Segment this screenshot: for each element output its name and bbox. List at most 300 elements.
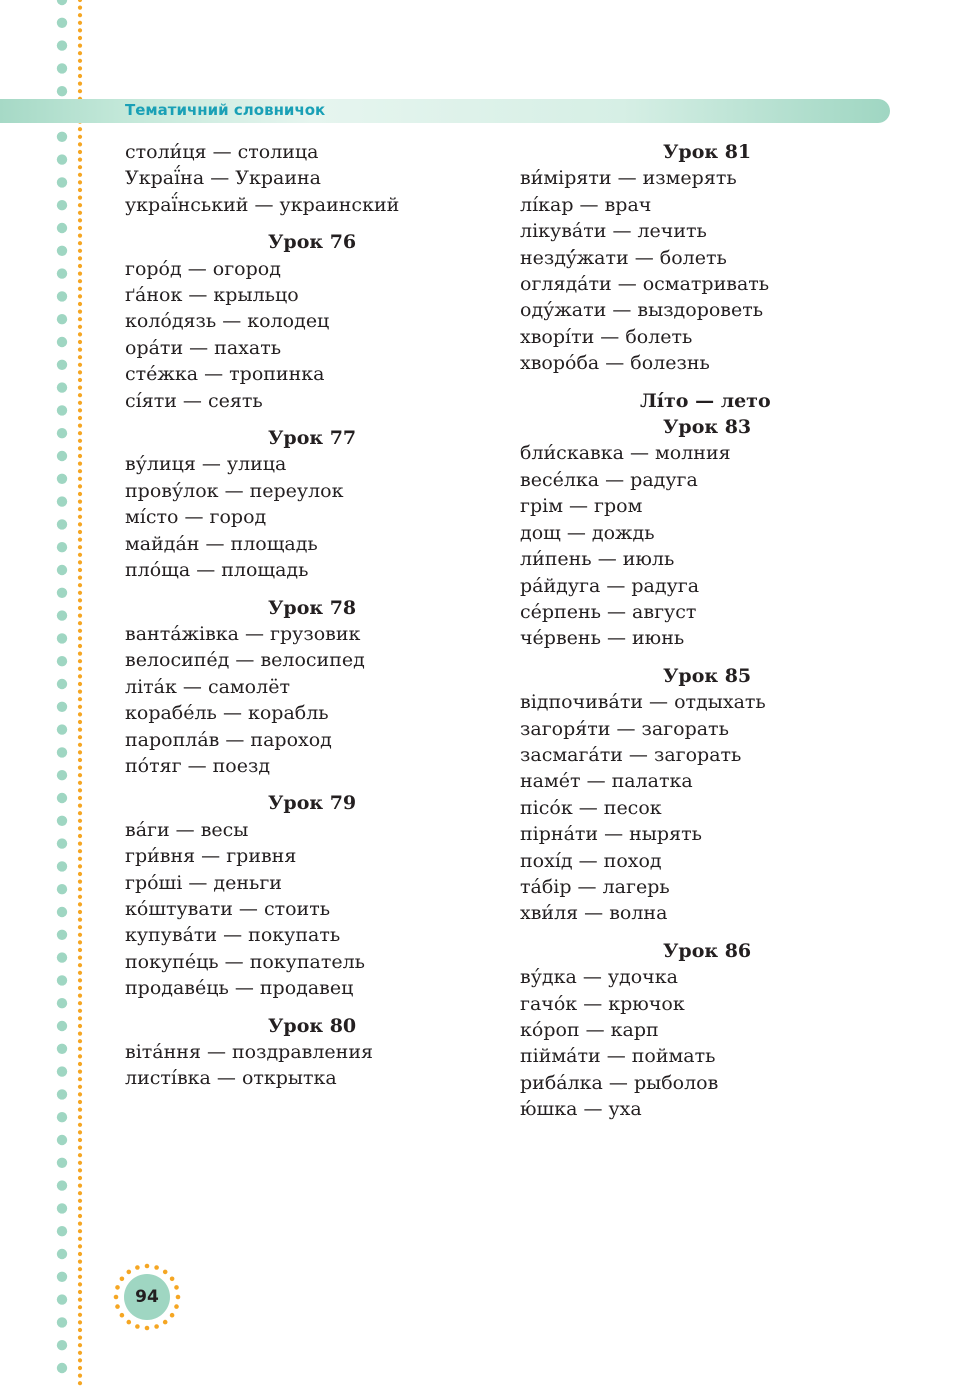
orange-dot	[78, 462, 82, 466]
teal-dot	[57, 382, 67, 392]
orange-dot	[78, 925, 82, 929]
orange-dot	[78, 1108, 82, 1112]
teal-dot	[57, 405, 67, 415]
vocabulary-entry: ванта́жівка — грузовик	[125, 622, 361, 645]
teal-dot	[57, 1112, 67, 1122]
vocabulary-entry: сі́яти — сеять	[125, 389, 263, 412]
orange-dot	[78, 135, 82, 139]
teal-dot	[57, 588, 67, 598]
orange-dot	[78, 310, 82, 314]
orange-dot	[78, 1032, 82, 1036]
orange-dot	[78, 750, 82, 754]
orange-dot	[78, 1328, 82, 1332]
orange-dot	[78, 735, 82, 739]
orange-dot	[78, 887, 82, 891]
vocabulary-entry: че́рвень — июнь	[520, 627, 685, 650]
orange-dot	[78, 1282, 82, 1286]
orange-dot	[78, 842, 82, 846]
orange-dot	[78, 598, 82, 602]
orange-dot	[78, 89, 82, 93]
vocabulary-entry: бли́скавка — молния	[520, 442, 731, 465]
teal-dot	[57, 451, 67, 461]
lesson-heading: Урок 86	[663, 939, 752, 962]
orange-dot	[78, 1115, 82, 1119]
teal-dot	[57, 998, 67, 1008]
teal-dot	[57, 1340, 67, 1350]
orange-dot	[78, 279, 82, 283]
lesson-heading: Урок 79	[268, 792, 357, 815]
vocabulary-entry: велосипе́д — велосипед	[125, 649, 365, 672]
orange-dot	[78, 416, 82, 420]
teal-dot	[57, 291, 67, 301]
vocabulary-entry: лі́кар — врач	[520, 193, 652, 216]
orange-dot	[78, 826, 82, 830]
orange-dot	[78, 241, 82, 245]
teal-dot	[57, 200, 67, 210]
orange-dot	[78, 180, 82, 184]
orange-dot	[78, 74, 82, 78]
vocabulary-entry: столи́ця — столица	[125, 141, 319, 163]
orange-dot	[78, 340, 82, 344]
vocabulary-entry: горо́д — огород	[125, 257, 281, 280]
orange-dot	[78, 583, 82, 587]
orange-dot	[78, 363, 82, 367]
section-spacer	[125, 218, 510, 229]
teal-dot	[57, 861, 67, 871]
orange-dot	[78, 614, 82, 618]
orange-dot	[78, 1176, 82, 1180]
orange-dot	[78, 591, 82, 595]
orange-dot	[78, 378, 82, 382]
teal-dot	[57, 1158, 67, 1168]
teal-dot	[57, 1066, 67, 1076]
teal-dot	[57, 1363, 67, 1373]
orange-dot	[78, 1092, 82, 1096]
orange-dot	[78, 66, 82, 70]
orange-dot	[78, 36, 82, 40]
orange-dot	[78, 1168, 82, 1172]
teal-dot	[57, 0, 67, 5]
orange-dot	[78, 150, 82, 154]
orange-dot	[78, 401, 82, 405]
orange-dot	[78, 781, 82, 785]
orange-dot	[78, 264, 82, 268]
orange-dot	[78, 1001, 82, 1005]
orange-dot	[78, 834, 82, 838]
teal-dot	[57, 702, 67, 712]
vocabulary-entry: літа́к — самолёт	[125, 675, 290, 698]
orange-dot	[78, 864, 82, 868]
orange-dot	[78, 1275, 82, 1279]
vocabulary-entry: наме́т — палатка	[520, 770, 693, 793]
orange-dot	[78, 971, 82, 975]
orange-dot	[78, 1199, 82, 1203]
teal-dot	[57, 63, 67, 73]
orange-dot	[78, 507, 82, 511]
orange-dot	[78, 1206, 82, 1210]
orange-dot	[78, 773, 82, 777]
vocabulary-entry: ра́йдуга — радуга	[520, 574, 700, 597]
vocabulary-entry: гри́вня — гривня	[125, 845, 297, 868]
orange-dot	[78, 1062, 82, 1066]
teal-dot	[57, 474, 67, 484]
orange-dot	[78, 393, 82, 397]
teal-dot	[57, 1249, 67, 1259]
orange-dot	[78, 538, 82, 542]
orange-dot	[78, 576, 82, 580]
teal-dot	[57, 496, 67, 506]
orange-dot	[78, 127, 82, 131]
orange-dot	[78, 332, 82, 336]
vocabulary-entry: покупе́ць — покупатель	[125, 950, 366, 973]
lesson-heading: Урок 81	[663, 141, 752, 163]
teal-dot	[57, 1317, 67, 1327]
vocabulary-entry: коло́дязь — колодец	[125, 310, 330, 333]
vocabulary-entry: хворі́ти — болеть	[520, 325, 693, 348]
orange-dot	[78, 424, 82, 428]
orange-dot	[78, 667, 82, 671]
orange-dot	[78, 249, 82, 253]
teal-dot	[57, 1089, 67, 1099]
teal-dot	[57, 747, 67, 757]
orange-dot	[78, 173, 82, 177]
orange-dot	[78, 705, 82, 709]
orange-dot	[78, 211, 82, 215]
vocabulary-entry: гачо́к — крючок	[520, 992, 685, 1015]
vocabulary-entry: огляда́ти — осматривать	[520, 273, 770, 296]
teal-dot	[57, 952, 67, 962]
orange-dot	[78, 1009, 82, 1013]
teal-dot	[57, 610, 67, 620]
teal-dot	[57, 1044, 67, 1054]
teal-dot	[57, 793, 67, 803]
section-spacer	[125, 414, 510, 425]
vocabulary-entry: відпочива́ти — отдыхать	[520, 691, 766, 714]
orange-dot	[78, 454, 82, 458]
orange-dot	[78, 272, 82, 276]
orange-dot	[78, 1260, 82, 1264]
orange-dot	[78, 994, 82, 998]
teal-dot	[57, 86, 67, 96]
vocabulary-entry: ву́дка — удочка	[520, 966, 678, 989]
vocabulary-entry: сте́жка — тропинка	[125, 363, 325, 386]
teal-dot	[57, 1272, 67, 1282]
vocabulary-entry: ко́роп — карп	[520, 1019, 659, 1041]
orange-dot	[78, 302, 82, 306]
orange-dot	[78, 1138, 82, 1142]
vocabulary-entry: мі́сто — город	[125, 506, 267, 529]
orange-dot	[78, 1222, 82, 1226]
lesson-heading: Урок 77	[268, 427, 357, 450]
orange-dot	[78, 849, 82, 853]
vocabulary-entry: дощ — дождь	[520, 521, 655, 544]
orange-dot	[78, 1123, 82, 1127]
teal-dot	[57, 565, 67, 575]
teal-dot	[57, 337, 67, 347]
orange-dot	[78, 1298, 82, 1302]
orange-dot	[78, 6, 82, 10]
orange-dot	[78, 1343, 82, 1347]
vocabulary-entry: ву́лиця — улица	[125, 453, 287, 476]
orange-dot	[78, 1130, 82, 1134]
vocabulary-entry: се́рпень — август	[520, 600, 697, 623]
orange-dot	[78, 811, 82, 815]
orange-dot	[78, 142, 82, 146]
teal-dot	[57, 1021, 67, 1031]
vocabulary-entry: купува́ти — покупать	[125, 924, 341, 947]
vocabulary-entry: оду́жати — выздороветь	[520, 299, 764, 322]
vocabulary-entry: весе́лка — радуга	[520, 468, 698, 491]
orange-dot	[78, 355, 82, 359]
vocabulary-entry: лікува́ти — лечить	[520, 220, 707, 243]
orange-dot	[78, 1366, 82, 1370]
orange-dot	[78, 158, 82, 162]
orange-dot	[78, 758, 82, 762]
orange-dot	[78, 872, 82, 876]
orange-dot	[78, 553, 82, 557]
orange-dot	[78, 348, 82, 352]
vocabulary-entry: ли́пень — июль	[520, 548, 675, 571]
vocabulary-entry: загоря́ти — загорать	[520, 717, 729, 740]
orange-dot	[78, 500, 82, 504]
teal-dot	[57, 884, 67, 894]
orange-dot	[78, 895, 82, 899]
orange-dot	[78, 1085, 82, 1089]
teal-dot	[57, 360, 67, 370]
lesson-heading: Урок 85	[663, 664, 752, 687]
vocabulary-entry: ва́ги — весы	[125, 818, 249, 841]
teal-dot	[57, 154, 67, 164]
vocabulary-entry: ви́міряти — измерять	[520, 167, 737, 190]
orange-dot	[78, 1252, 82, 1256]
orange-dot	[78, 1039, 82, 1043]
teal-dot	[57, 975, 67, 985]
orange-dot	[78, 659, 82, 663]
vocabulary-entry: по́тяг — поезд	[125, 754, 271, 777]
vocabulary-entry: пірна́ти — нырять	[520, 823, 702, 846]
section-spacer	[520, 377, 900, 388]
orange-dot	[78, 857, 82, 861]
orange-dot	[78, 1290, 82, 1294]
orange-dot	[78, 13, 82, 17]
orange-dot	[78, 294, 82, 298]
orange-dot	[78, 1320, 82, 1324]
orange-dot	[78, 956, 82, 960]
orange-dot	[78, 636, 82, 640]
orange-dot	[78, 1024, 82, 1028]
section-spacer	[520, 927, 900, 938]
vocabulary-entry: продаве́ць — продавец	[125, 977, 354, 1000]
right-vocabulary-column	[520, 139, 900, 1123]
orange-dot	[78, 370, 82, 374]
vocabulary-entry: украї́нський — украинский	[125, 193, 400, 216]
orange-dot	[78, 515, 82, 519]
teal-dot	[57, 428, 67, 438]
orange-dot	[78, 522, 82, 526]
vocabulary-entry: засмага́ти — загорать	[520, 743, 742, 766]
orange-dot	[78, 743, 82, 747]
orange-dot	[78, 880, 82, 884]
orange-dot	[78, 188, 82, 192]
teal-dot	[57, 1226, 67, 1236]
orange-dot	[78, 28, 82, 32]
lesson-heading: Урок 78	[268, 596, 357, 619]
teal-dot	[57, 268, 67, 278]
teal-dot	[57, 1180, 67, 1190]
orange-dot	[78, 1146, 82, 1150]
orange-dot	[78, 439, 82, 443]
orange-dot	[78, 652, 82, 656]
teal-dot	[57, 1135, 67, 1145]
teal-dot	[57, 314, 67, 324]
teal-dot	[57, 907, 67, 917]
teal-dot	[57, 542, 67, 552]
orange-dot	[78, 796, 82, 800]
orange-dot	[78, 431, 82, 435]
orange-dot	[78, 492, 82, 496]
orange-dot	[78, 0, 82, 2]
orange-dot	[78, 545, 82, 549]
orange-dot	[78, 940, 82, 944]
orange-dot	[78, 819, 82, 823]
orange-dot	[78, 804, 82, 808]
teal-dot	[57, 177, 67, 187]
teal-dot	[57, 1294, 67, 1304]
orange-dot	[78, 644, 82, 648]
orange-dot	[78, 986, 82, 990]
vocabulary-entry: ора́ти — пахать	[125, 336, 282, 359]
orange-dot	[78, 1229, 82, 1233]
orange-dot	[78, 1237, 82, 1241]
orange-dot	[78, 1153, 82, 1157]
orange-dot	[78, 933, 82, 937]
lesson-heading: Урок 80	[268, 1014, 357, 1037]
orange-dot	[78, 1336, 82, 1340]
orange-dot	[78, 902, 82, 906]
orange-dot	[78, 287, 82, 291]
orange-dot	[78, 978, 82, 982]
orange-dot	[78, 325, 82, 329]
lesson-heading: Урок 83	[663, 416, 752, 439]
vocabulary-entry: листі́вка — открытка	[125, 1067, 337, 1090]
orange-dot	[78, 1161, 82, 1165]
orange-dot	[78, 629, 82, 633]
teal-dot	[57, 519, 67, 529]
vocabulary-entry: хворо́ба — болезнь	[520, 352, 710, 375]
orange-dot	[78, 1351, 82, 1355]
orange-dot	[78, 317, 82, 321]
vocabulary-entry: ю́шка — уха	[520, 1098, 642, 1121]
orange-dot	[78, 1381, 82, 1385]
vocabulary-entry: похі́д — поход	[520, 849, 662, 872]
lesson-heading: Урок 76	[268, 231, 357, 254]
teal-dot	[57, 816, 67, 826]
orange-dot	[78, 1374, 82, 1378]
vocabulary-entry: віта́ння — поздравления	[125, 1041, 373, 1063]
teal-dot	[57, 770, 67, 780]
orange-dot	[78, 203, 82, 207]
orange-dot	[78, 1313, 82, 1317]
orange-dot	[78, 910, 82, 914]
orange-dot	[78, 256, 82, 260]
orange-dot	[78, 1305, 82, 1309]
vocabulary-entry: та́бір — лагерь	[520, 875, 670, 898]
orange-dot	[78, 1184, 82, 1188]
orange-dot	[78, 963, 82, 967]
orange-dot	[78, 51, 82, 55]
teal-dot	[57, 223, 67, 233]
vocabulary-entry: ґа́нок — крыльцо	[125, 284, 299, 307]
orange-dot	[78, 484, 82, 488]
orange-dot	[78, 469, 82, 473]
orange-dot	[78, 165, 82, 169]
vocabulary-entry: пісо́к — песок	[520, 796, 662, 819]
teal-dot	[57, 838, 67, 848]
page-number: 94	[135, 1287, 159, 1307]
teal-dot	[57, 1203, 67, 1213]
orange-dot	[78, 682, 82, 686]
vocabulary-entry: паропла́в — пароход	[125, 728, 332, 751]
teal-dot	[57, 132, 67, 142]
orange-dot	[78, 788, 82, 792]
orange-dot	[78, 720, 82, 724]
orange-dot	[78, 1100, 82, 1104]
teal-dot	[57, 246, 67, 256]
orange-dot	[78, 59, 82, 63]
orange-dot	[78, 606, 82, 610]
teal-dot	[57, 930, 67, 940]
orange-dot	[78, 386, 82, 390]
orange-dot	[78, 1191, 82, 1195]
teal-dot	[57, 679, 67, 689]
vocabulary-entry: нездý́жати — болеть	[520, 246, 727, 269]
vocabulary-entry: корабе́ль — корабль	[125, 702, 329, 725]
vocabulary-entry: ко́штувати — стоить	[125, 897, 331, 920]
orange-dot	[78, 21, 82, 25]
orange-dot	[78, 766, 82, 770]
orange-dot	[78, 621, 82, 625]
vocabulary-entry: хви́ля — волна	[520, 902, 668, 925]
vocabulary-entry: риба́лка — рыболов	[520, 1071, 719, 1094]
section-spacer	[520, 652, 900, 663]
teal-dot	[57, 633, 67, 643]
vocabulary-entry: пло́ща — площадь	[125, 559, 309, 582]
orange-dot	[78, 226, 82, 230]
orange-dot	[78, 477, 82, 481]
orange-dot	[78, 446, 82, 450]
orange-dot	[78, 1077, 82, 1081]
header-title: Тематичний словничок	[125, 101, 326, 119]
orange-dot	[78, 1016, 82, 1020]
section-spacer	[125, 1002, 510, 1013]
orange-dot	[78, 697, 82, 701]
orange-dot	[78, 44, 82, 48]
vocabulary-entry: гро́ші — деньги	[125, 871, 282, 894]
season-heading: Лі́то — лето	[640, 389, 771, 412]
orange-dot	[78, 568, 82, 572]
vocabulary-entry: прову́лок — переулок	[125, 479, 344, 502]
orange-dot	[78, 408, 82, 412]
orange-dot	[78, 918, 82, 922]
section-spacer	[125, 584, 510, 595]
section-spacer	[125, 779, 510, 790]
orange-dot	[78, 728, 82, 732]
orange-dot	[78, 674, 82, 678]
orange-dot	[78, 196, 82, 200]
orange-dot	[78, 82, 82, 86]
orange-dot	[78, 234, 82, 238]
vocabulary-entry: грім — гром	[520, 495, 643, 518]
